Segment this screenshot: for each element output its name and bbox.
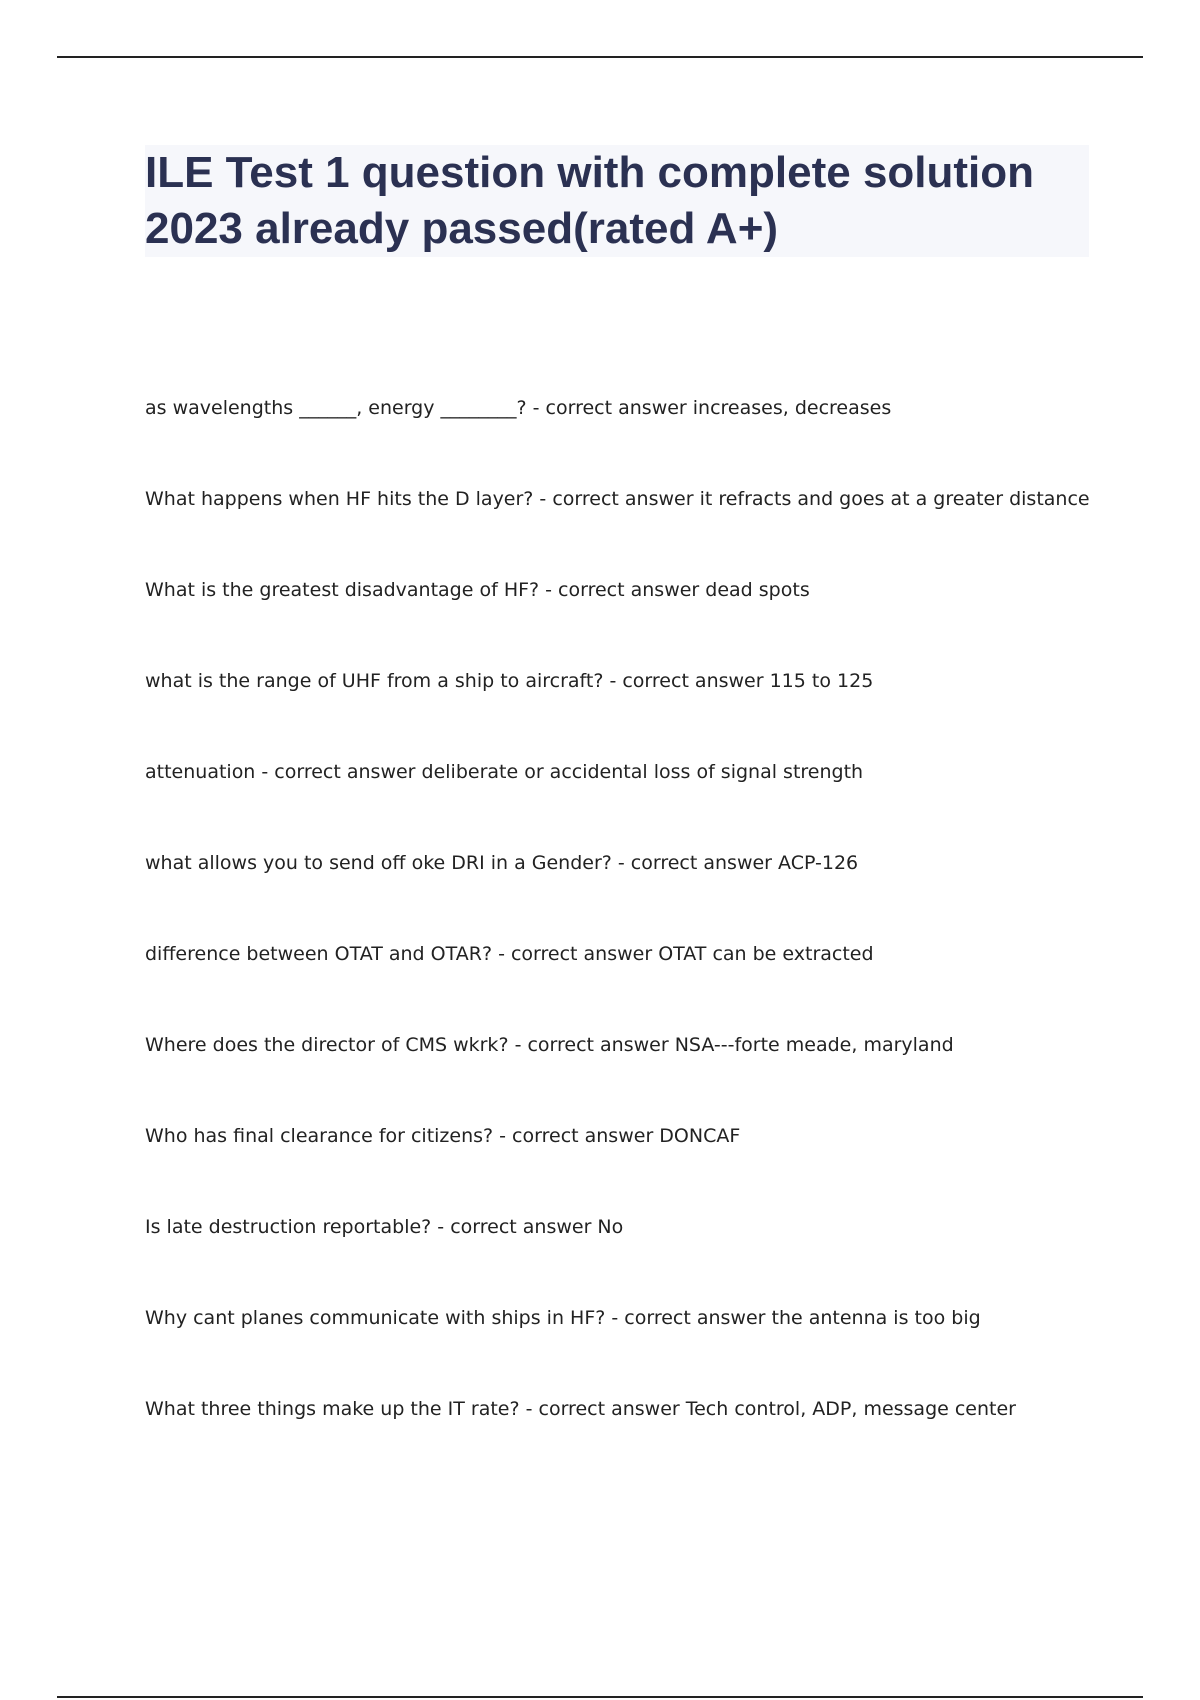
qa-item-5: attenuation - correct answer deliberate or accidental loss of signal strength — [145, 761, 864, 783]
document-title: ILE Test 1 question with complete solution 2023 already passed(rated A+) — [145, 148, 1035, 253]
qa-item-11: Why cant planes communicate with ships in HF? - correct answer the antenna is too big — [145, 1307, 981, 1329]
qa-item-10: Is late destruction reportable? - correct answer No — [145, 1216, 624, 1238]
qa-item-2: What happens when HF hits the D layer? - correct answer it refracts and goes at a greater distance — [145, 488, 1090, 510]
qa-item-7: difference between OTAT and OTAR? - correct answer OTAT can be extracted — [145, 943, 874, 965]
qa-list — [145, 394, 1105, 1486]
qa-item-8: Where does the director of CMS wkrk? - correct answer NSA---forte meade, maryland — [145, 1034, 954, 1056]
qa-item-4: what is the range of UHF from a ship to aircraft? - correct answer 115 to 125 — [145, 670, 874, 692]
top-rule — [57, 56, 1143, 58]
qa-item-12: What three things make up the IT rate? - correct answer Tech control, ADP, message center — [145, 1398, 1016, 1420]
qa-item-1: as wavelengths ______, energy ________? - correct answer increases, decreases — [145, 397, 892, 419]
qa-item-9: Who has final clearance for citizens? - correct answer DONCAF — [145, 1125, 741, 1147]
qa-item-3: What is the greatest disadvantage of HF? - correct answer dead spots — [145, 579, 810, 601]
bottom-rule — [57, 1696, 1143, 1698]
title-banner — [145, 145, 1089, 257]
qa-item-6: what allows you to send off oke DRI in a Gender? - correct answer ACP-126 — [145, 852, 859, 874]
